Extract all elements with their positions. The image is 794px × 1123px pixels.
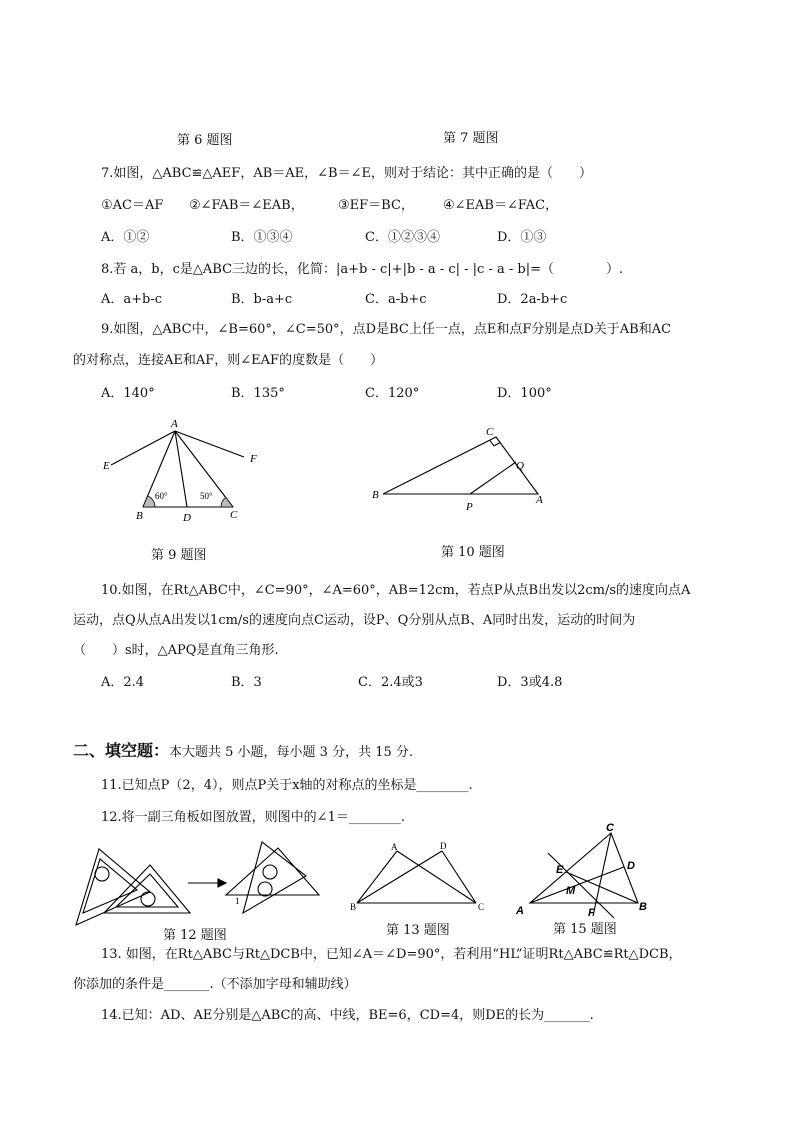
placed-set-square-45 [226, 848, 319, 895]
caption-fig6: 第 6 题图 [177, 133, 233, 148]
caption-fig10: 第 10 题图 [441, 545, 505, 560]
q7-conclusion-2: ②∠FAB＝∠EAB， [189, 198, 304, 213]
q7-stem: 7.如图，△ABC≌△AEF，AB＝AE，∠B＝∠E，则对于结论：其中正确的是（ ） [101, 166, 592, 181]
angle-c-value: 50° [200, 491, 213, 501]
angle-1-label: 1 [235, 896, 240, 906]
caption-fig9: 第 9 题图 [151, 548, 207, 563]
label-d: D [440, 841, 447, 851]
label-b: B [639, 901, 647, 913]
q9-option-a: A．140° [101, 386, 155, 401]
label-b: B [136, 510, 143, 522]
q8-stem: 8.若 a，b，c是△ABC三边的长，化简：|a+b - c|+|b - a - c| - |c - a - b|=（ ）. [101, 262, 624, 277]
q7-option-c: C．①②③④ [365, 230, 440, 245]
label-f: F [588, 907, 595, 919]
q10-option-a: A．2.4 [101, 675, 145, 690]
label-c: C [606, 822, 614, 834]
q10-stem-line-2: 运动，点Q从点A出发以1cm/s的速度向点C运动，设P、Q分别从点B、A同时出发，运动的时间为 [73, 613, 636, 628]
label-c: C [486, 426, 494, 438]
set-square-30-60 [76, 849, 150, 925]
set-square-30-60-inner [83, 859, 137, 913]
section-2-heading: 二、填空题： [73, 741, 170, 760]
figure-9 [102, 418, 257, 524]
section-2-description: 本大题共 5 小题，每小题 3 分，共 15 分. [169, 745, 414, 760]
caption-fig12: 第 12 题图 [163, 928, 227, 943]
label-a: A [536, 494, 543, 506]
caption-fig13: 第 13 题图 [386, 923, 450, 938]
label-c: C [478, 902, 485, 912]
label-e: E [103, 460, 110, 472]
segment-ad [530, 867, 624, 903]
q8-option-a: A．a+b-c [101, 292, 163, 307]
segment-bd [357, 851, 442, 903]
figure-12 [76, 842, 319, 925]
label-q: Q [516, 460, 524, 472]
figure-13 [350, 841, 484, 912]
set-square-hole [141, 892, 155, 906]
label-m: M [566, 885, 576, 897]
q13-stem-line-2: 你添加的条件是_______.（不添加字母和辅助线） [73, 977, 357, 992]
q7-option-b: B．①③④ [231, 230, 293, 245]
figure-15 [515, 822, 647, 919]
angle-c-arc [221, 497, 233, 507]
label-a: A [516, 905, 524, 917]
q7-conclusion-3: ③EF＝BC， [338, 198, 414, 213]
set-square-hole [95, 867, 109, 881]
segment-ad [175, 431, 187, 507]
q8-option-d: D．2a-b+c [497, 292, 568, 307]
label-p: P [466, 501, 473, 513]
q8-option-c: C．a-b+c [365, 292, 427, 307]
set-square-hole [258, 882, 272, 896]
q9-stem-line-2: 的对称点，连接AE和AF，则∠EAF的度数是（ ） [73, 353, 384, 368]
q7-conclusion-1: ①AC＝AF [101, 198, 164, 213]
label-b: B [372, 489, 379, 501]
label-d: D [183, 512, 191, 524]
section-2-header [73, 743, 413, 761]
arrow-head [218, 879, 226, 887]
set-square-hole [263, 865, 277, 879]
segment-dc [442, 851, 476, 903]
q7-option-d: D．①③ [497, 230, 547, 245]
q10-stem-line-3: （ ）s时，△APQ是直角三角形. [73, 643, 279, 658]
q14-stem: 14.已知：AD、AE分别是△ABC的高、中线，BE=6，CD=4，则DE的长为_______. [101, 1008, 594, 1023]
q9-option-c: C．120° [365, 386, 420, 401]
label-f: F [250, 453, 257, 465]
q8-option-b: B．b-a+c [231, 292, 293, 307]
label-b: B [350, 902, 357, 912]
q10-stem-line-1: 10.如图，在Rt△ABC中，∠C=90°，∠A=60°，AB=12cm，若点P从点B出发以2cm/s的速度向点A [101, 583, 691, 598]
q9-option-d: D．100° [497, 386, 552, 401]
q7-conclusion-4: ④∠EAB＝∠FAC， [443, 198, 559, 213]
caption-fig15: 第 15 题图 [553, 922, 617, 937]
angle-b-value: 60° [155, 491, 168, 501]
caption-fig7: 第 7 题图 [443, 131, 499, 146]
segment-ba [357, 851, 397, 903]
segment-ae [111, 431, 175, 465]
q7-option-a: A．①② [101, 230, 150, 245]
q11-stem: 11.已知点P（2，4），则点P关于x轴的对称点的坐标是________. [101, 778, 473, 793]
segment-ac [397, 851, 476, 903]
q13-stem-line-1: 13. 如图，在Rt△ABC与Rt△DCB中，已知∠A＝∠D=90°，若利用“HL”证明Rt△ABC≌Rt△DCB， [101, 947, 682, 962]
label-d: D [627, 860, 635, 872]
figure-10 [372, 426, 543, 513]
q9-stem-line-1: 9.如图，△ABC中，∠B=60°，∠C=50°，点D是BC上任一点，点E和点F分别是点D关于AB和AC [101, 322, 672, 337]
label-c: C [230, 509, 238, 521]
triangle-abc [383, 437, 538, 494]
q10-option-d: D．3或4.8 [497, 675, 563, 690]
segment-pq [470, 462, 516, 494]
label-e: E [556, 864, 564, 876]
label-a: A [171, 418, 178, 430]
label-a: A [391, 842, 398, 852]
q9-option-b: B．135° [231, 386, 285, 401]
q10-option-c: C．2.4或3 [358, 675, 423, 690]
q12-stem: 12.将一副三角板如图放置，则图中的∠1＝________. [101, 810, 405, 825]
q10-option-b: B．3 [231, 675, 262, 690]
